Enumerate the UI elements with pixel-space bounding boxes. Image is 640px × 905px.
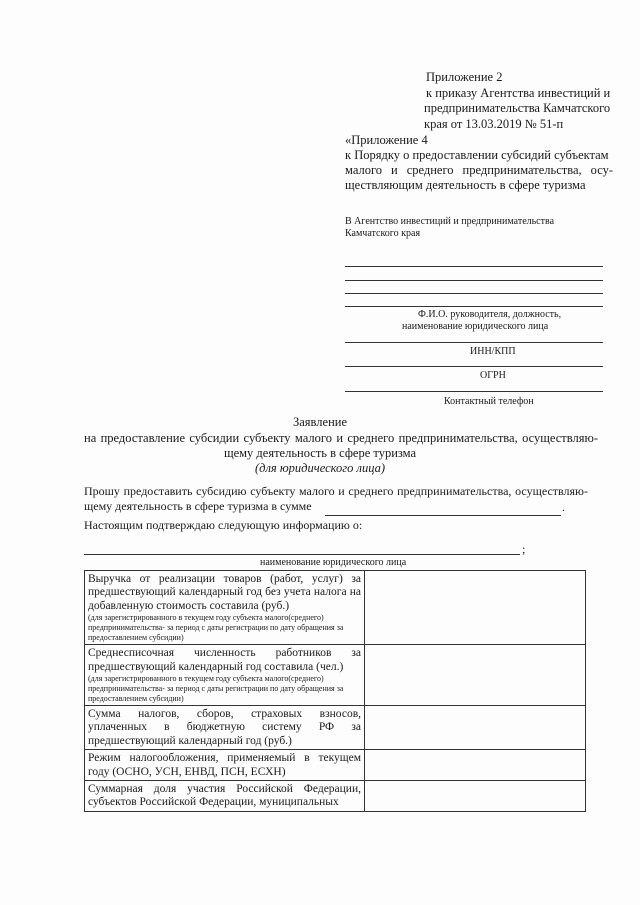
- company-name-end: ;: [522, 542, 526, 556]
- request-line-2: щему деятельность в сфере туризма в сумме: [84, 499, 312, 513]
- fill-line[interactable]: [345, 293, 603, 294]
- employees-label-cell: [85, 645, 365, 706]
- addressee-line-2: Камчатского края: [345, 228, 421, 239]
- doc-title-line-1: на предоставление субсидии субъекту малого и среднего предпринимательства, осуществляю-: [84, 431, 598, 445]
- revenue-label-cell: [85, 571, 365, 645]
- employees-note: (для зарегистрированного в текущем году субъекта малого(среднего) предпринимательства- за период с даты регистрации по дату обращения за предоставлением субсидии): [88, 674, 344, 704]
- fio-caption-line-2: наименование юридического лица: [402, 321, 549, 332]
- inn-line[interactable]: [345, 342, 603, 343]
- annex-line-2: к приказу Агентства инвестиций и: [426, 86, 611, 100]
- amount-field[interactable]: [325, 515, 561, 516]
- taxes-label-cell: [85, 706, 365, 750]
- company-name-field[interactable]: [84, 554, 520, 555]
- annex-line-8: ществляющим деятельность в сфере туризма: [345, 178, 586, 192]
- annex-line-6: к Порядку о предоставлении субсидий субъектам: [345, 148, 609, 162]
- annex-line-4: края от 13.03.2019 № 51-п: [424, 117, 564, 131]
- info-table: [84, 570, 586, 812]
- state-share-label: Суммарная доля участия Российской Федерации, субъектов Российской Федерации, муниципальных: [88, 783, 361, 809]
- tax-regime-value-cell[interactable]: [365, 750, 586, 781]
- table-row: [85, 645, 586, 706]
- request-end: .: [562, 500, 565, 514]
- annex-line-7: малого и среднего предпринимательства, осу-: [345, 163, 613, 177]
- fill-line[interactable]: [345, 306, 603, 307]
- table-row: [85, 750, 586, 781]
- taxes-label: Сумма налогов, сборов, страховых взносов, уплаченных в бюджетную систему РФ за предшествующий календарный год (руб.): [88, 708, 361, 747]
- revenue-value-cell[interactable]: [365, 571, 586, 645]
- table-row: [85, 706, 586, 750]
- phone-caption: Контактный телефон: [444, 396, 534, 407]
- phone-line[interactable]: [345, 391, 603, 392]
- employees-label: Среднесписочная численность работников за предшествующий календарный год составила (чел.): [88, 647, 361, 673]
- table-row: [85, 571, 586, 645]
- employees-value-cell[interactable]: [365, 645, 586, 706]
- revenue-label: Выручка от реализации товаров (работ, услуг) за предшествующий календарный год без учета налога на добавленную стоимость составила (руб.): [88, 573, 361, 612]
- inn-caption: ИНН/КПП: [470, 346, 516, 357]
- tax-regime-label: Режим налогообложения, применяемый в текущем году (ОСНО, УСН, ЕНВД, ПСН, ЕСХН): [88, 752, 361, 778]
- ogrn-line[interactable]: [345, 366, 603, 367]
- table-row: [85, 781, 586, 812]
- state-share-label-cell: [85, 781, 365, 812]
- annex-line-1: Приложение 2: [426, 70, 503, 84]
- annex-line-5: «Приложение 4: [345, 133, 428, 147]
- addressee-line-1: В Агентство инвестиций и предпринимательства: [345, 216, 555, 227]
- ogrn-caption: ОГРН: [480, 370, 506, 381]
- request-line-1: Прошу предоставить субсидию субъекту малого и среднего предпринимательства, осуществляю-: [84, 484, 588, 498]
- taxes-value-cell[interactable]: [365, 706, 586, 750]
- revenue-note: (для зарегистрированного в текущем году субъекта малого(среднего) предпринимательства- за период с даты регистрации по дату обращения за предоставлением субсидии): [88, 613, 344, 643]
- state-share-value-cell[interactable]: [365, 781, 586, 812]
- doc-subtitle: (для юридического лица): [254, 461, 386, 475]
- fio-caption-line-1: Ф.И.О. руководителя, должность,: [418, 309, 562, 320]
- fill-line[interactable]: [345, 280, 603, 281]
- confirm-text: Настоящим подтверждаю следующую информацию о:: [84, 518, 363, 532]
- fill-line[interactable]: [345, 266, 603, 267]
- tax-regime-label-cell: [85, 750, 365, 781]
- annex-line-3: предпринимательства Камчатского: [424, 101, 611, 115]
- doc-heading: Заявление: [292, 415, 347, 429]
- doc-title-line-2: щему деятельность в сфере туризма: [223, 446, 417, 460]
- company-name-caption: наименование юридического лица: [260, 557, 407, 568]
